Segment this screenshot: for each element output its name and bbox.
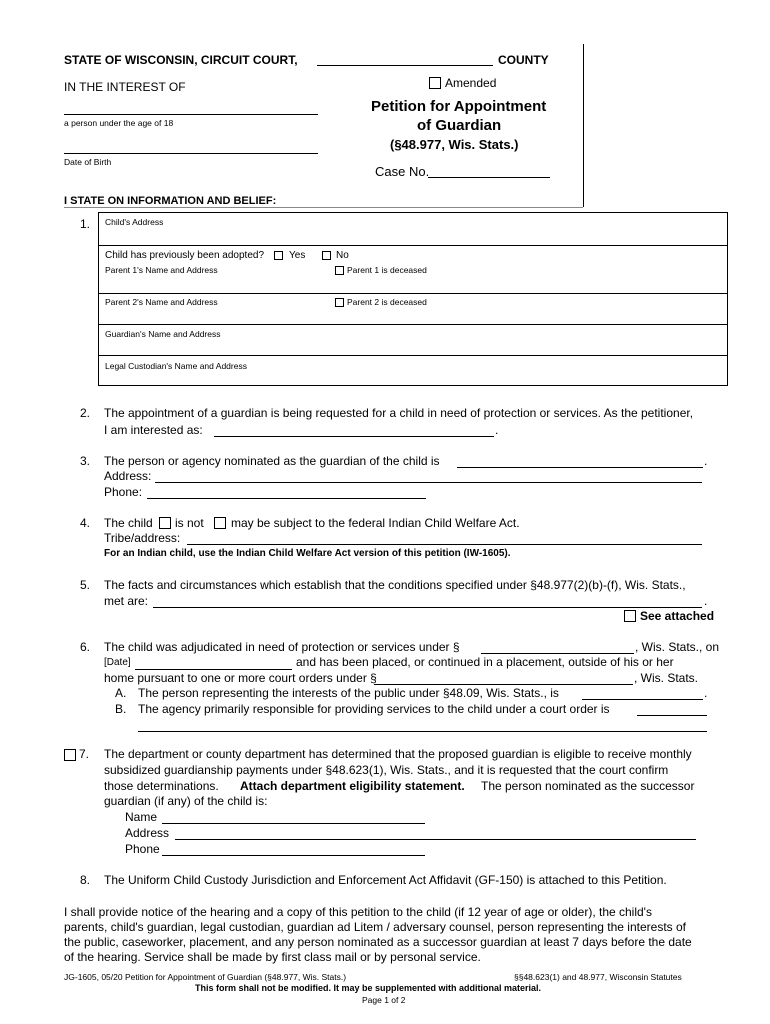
item3-phone-label: Phone:: [104, 485, 143, 499]
notice-line3: the public, caseworker, placement, and any person nominated as a successor guardian at least 7 days before the date: [64, 935, 692, 949]
table-divider: [99, 293, 727, 294]
see-attached-checkbox[interactable]: [624, 610, 636, 622]
item7-line4: guardian (if any) of the child is:: [104, 794, 268, 808]
item5-met-are: met are:: [104, 594, 149, 608]
party-info-table: [98, 212, 728, 386]
icwa-note: For an Indian child, use the Indian Child Welfare Act version of this petition (IW-1605).: [104, 548, 511, 559]
item3-number: 3.: [80, 454, 91, 468]
item6-b-label: B.: [115, 702, 127, 716]
chips-statute-field[interactable]: [481, 653, 634, 654]
table-divider: [99, 245, 727, 246]
amended-label: Amended: [445, 76, 497, 90]
agency-field[interactable]: [637, 715, 707, 716]
item6-text-a: The child was adjudicated in need of protection or services under §: [104, 640, 460, 654]
county-name-field[interactable]: [317, 65, 493, 66]
adopted-yes-checkbox[interactable]: [274, 251, 283, 260]
item7-line1: The department or county department has determined that the proposed guardian is eligible to receive monthly: [104, 747, 692, 761]
successor-name-label: Name: [125, 810, 158, 824]
custodian-label: Legal Custodian's Name and Address: [105, 361, 247, 371]
icwa-is-not-checkbox[interactable]: [159, 517, 171, 529]
case-no-label: Case No.: [375, 164, 430, 179]
adjudication-date-field[interactable]: [135, 669, 292, 670]
item7-number: 7.: [79, 747, 90, 761]
item7-line3a: those determinations.: [104, 779, 219, 793]
parent2-deceased-checkbox[interactable]: [335, 298, 344, 307]
interest-of-label: IN THE INTEREST OF: [64, 80, 186, 94]
agency-field-continued[interactable]: [138, 731, 707, 732]
footer-form-id: JG-1605, 05/20 Petition for Appointment of Guardian (§48.977, Wis. Stats.): [64, 972, 347, 982]
nominated-guardian-field[interactable]: [457, 467, 703, 468]
public-representative-field[interactable]: [582, 699, 703, 700]
item6-text-b: , Wis. Stats., on: [635, 640, 720, 654]
date-label: [Date]: [104, 657, 131, 668]
amended-checkbox[interactable]: [429, 77, 441, 89]
item6-a-label: A.: [115, 686, 127, 700]
county-label: COUNTY: [498, 53, 549, 67]
petitioner-interest-field[interactable]: [214, 436, 494, 437]
item2-text: The appointment of a guardian is being requested for a child in need of protection or services. As the petitioner,: [104, 406, 694, 420]
item4-the-child: The child: [104, 516, 153, 530]
successor-phone-label: Phone: [125, 842, 160, 856]
item5-text: The facts and circumstances which establish that the conditions specified under §48.977(2)(b)-(f), Wis. Stats.,: [104, 578, 686, 592]
dob-caption: Date of Birth: [64, 157, 112, 167]
item5-number: 5.: [80, 578, 91, 592]
item6-a-text: The person representing the interests of the public under §48.09, Wis. Stats., is: [138, 686, 559, 700]
adopted-question: Child has previously been adopted?: [105, 250, 264, 261]
footer-warning: This form shall not be modified. It may be supplemented with additional material.: [195, 983, 542, 993]
item7-line3c: The person nominated as the successor: [481, 779, 695, 793]
successor-address-field[interactable]: [175, 839, 696, 840]
court-order-statute-field[interactable]: [374, 684, 633, 685]
tribe-address-field[interactable]: [187, 544, 702, 545]
item6-line3b: , Wis. Stats.: [634, 671, 699, 685]
item4-tribe-label: Tribe/address:: [104, 531, 181, 545]
dob-field[interactable]: [64, 153, 318, 154]
header-divider: [583, 44, 584, 207]
form-title-line2: of Guardian: [417, 117, 502, 134]
form-title-statute: (§48.977, Wis. Stats.): [390, 137, 519, 152]
guardian-address-field[interactable]: [155, 482, 702, 483]
item7-checkbox[interactable]: [64, 749, 76, 761]
adopted-no-label: No: [336, 250, 349, 261]
guardian-phone-field[interactable]: [147, 498, 426, 499]
child-name-field[interactable]: [64, 114, 318, 115]
item7-line3b: Attach department eligibility statement.: [240, 779, 465, 793]
case-no-field[interactable]: [428, 177, 550, 178]
childs-address-label: Child's Address: [105, 217, 164, 227]
item6-line3a: home pursuant to one or more court orders under §: [104, 671, 377, 685]
item6-line2: and has been placed, or continued in a placement, outside of his or her: [296, 655, 674, 669]
court-heading: STATE OF WISCONSIN, CIRCUIT COURT,: [64, 53, 298, 67]
icwa-may-be-checkbox[interactable]: [214, 517, 226, 529]
item1-number: 1.: [80, 217, 91, 231]
item4-is-not: is not: [175, 516, 204, 530]
period: .: [495, 423, 499, 437]
table-divider: [99, 324, 727, 325]
item6-number: 6.: [80, 640, 91, 654]
intro-statement: I STATE ON INFORMATION AND BELIEF:: [64, 195, 277, 207]
header-bottom-rule: [64, 207, 583, 208]
notice-line4: of the hearing. Service shall be made by first class mail or by personal service.: [64, 950, 481, 964]
period: .: [704, 594, 708, 608]
item2-number: 2.: [80, 406, 91, 420]
period: .: [704, 686, 708, 700]
parent2-deceased-label: Parent 2 is deceased: [347, 297, 427, 307]
item7-line2: subsidized guardianship payments under §48.623(1), Wis. Stats., and it is requested that the court confirm: [104, 763, 669, 777]
notice-line1: I shall provide notice of the hearing and a copy of this petition to the child (if 12 year of age or older), the child's: [64, 905, 652, 919]
minor-caption: a person under the age of 18: [64, 118, 174, 128]
parent1-deceased-checkbox[interactable]: [335, 266, 344, 275]
adopted-no-checkbox[interactable]: [322, 251, 331, 260]
parent1-label: Parent 1's Name and Address: [105, 265, 218, 275]
footer-page-number: Page 1 of 2: [362, 995, 406, 1005]
parent2-label: Parent 2's Name and Address: [105, 297, 218, 307]
item3-address-label: Address:: [104, 469, 152, 483]
successor-phone-field[interactable]: [162, 855, 425, 856]
item2-interested-label: I am interested as:: [104, 423, 203, 437]
item4-may-be: may be subject to the federal Indian Child Welfare Act.: [231, 516, 520, 530]
see-attached-label: See attached: [640, 609, 715, 623]
successor-name-field[interactable]: [162, 823, 425, 824]
item4-number: 4.: [80, 516, 91, 530]
facts-field[interactable]: [153, 607, 702, 608]
parent1-deceased-label: Parent 1 is deceased: [347, 265, 427, 275]
item3-text: The person or agency nominated as the guardian of the child is: [104, 454, 440, 468]
item8-text: The Uniform Child Custody Jurisdiction and Enforcement Act Affidavit (GF-150) is attached to this Petition.: [104, 873, 667, 887]
item8-number: 8.: [80, 873, 91, 887]
guardian-label: Guardian's Name and Address: [105, 329, 221, 339]
item6-b-text: The agency primarily responsible for providing services to the child under a court order is: [138, 702, 610, 716]
notice-line2: parents, child's guardian, legal custodian, guardian ad Litem / adversary counsel, person representing the interests of: [64, 920, 686, 934]
form-title-line1: Petition for Appointment: [371, 98, 547, 115]
footer-statutes: §§48.623(1) and 48.977, Wisconsin Statutes: [514, 972, 682, 982]
period: .: [704, 454, 708, 468]
successor-address-label: Address: [125, 826, 170, 840]
table-divider: [99, 355, 727, 356]
adopted-yes-label: Yes: [289, 250, 306, 261]
